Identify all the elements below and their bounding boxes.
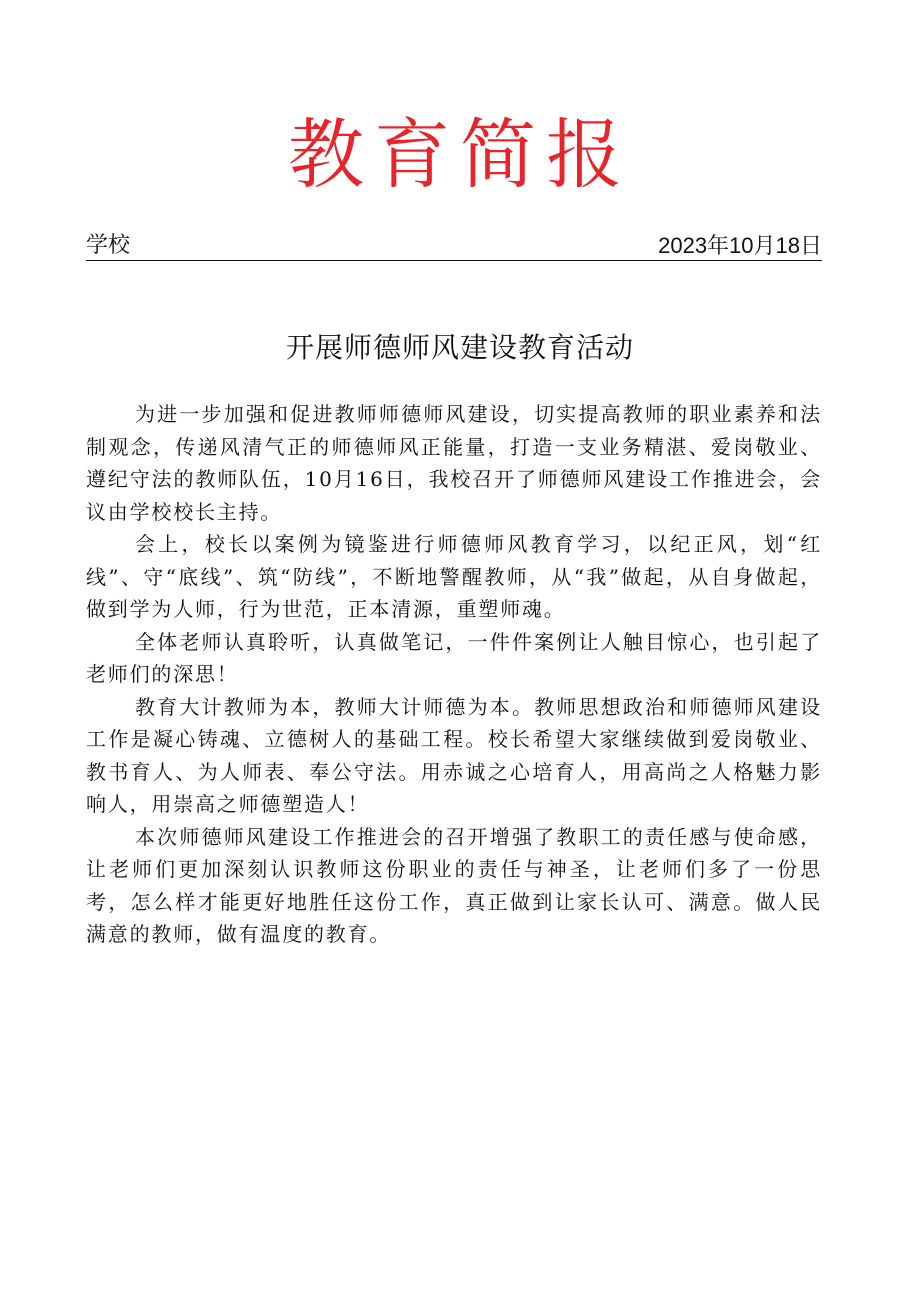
issue-header bbox=[86, 232, 822, 261]
article-paragraph: 教育大计教师为本，教师大计师德为本。教师思想政治和师德师风建设工作是凝心铸魂、立德树人的基础工程。校长希望大家继续做到爱岗敬业、教书育人、为人师表、奉公守法。用赤诚之心培育人，用高尚之人格魅力影响人，用崇高之师德塑造人！ bbox=[86, 694, 822, 816]
issue-date: 2023年10月18日 bbox=[658, 233, 822, 258]
school-label: 学校 bbox=[86, 233, 131, 258]
article-title: 开展师德师风建设教育活动 bbox=[285, 331, 634, 364]
article-paragraph: 会上，校长以案例为镜鉴进行师德师风教育学习，以纪正风，划“红线”、守“底线”、筑“防线”，不断地警醒教师，从“我”做起，从自身做起，做到学为人师，行为世范，正本清源，重塑师魂。 bbox=[86, 532, 822, 621]
newsletter-masthead: 教育简报 bbox=[288, 110, 632, 199]
article-body bbox=[86, 398, 822, 951]
article-paragraph: 本次师德师风建设工作推进会的召开增强了教职工的责任感与使命感，让老师们更加深刻认识教师这份职业的责任与神圣，让老师们多了一份思考，怎么样才能更好地胜任这份工作，真正做到让家长认可、满意。做人民满意的教师，做有温度的教育。 bbox=[86, 824, 822, 946]
article-paragraph: 为进一步加强和促进教师师德师风建设，切实提高教师的职业素养和法制观念，传递风清气正的师德师风正能量，打造一支业务精湛、爱岗敬业、遵纪守法的教师队伍，10月16日，我校召开了师德师风建设工作推进会，会议由学校校长主持。 bbox=[86, 402, 822, 524]
article-paragraph: 全体老师认真聆听，认真做笔记，一件件案例让人触目惊心，也引起了老师们的深思！ bbox=[86, 629, 822, 686]
